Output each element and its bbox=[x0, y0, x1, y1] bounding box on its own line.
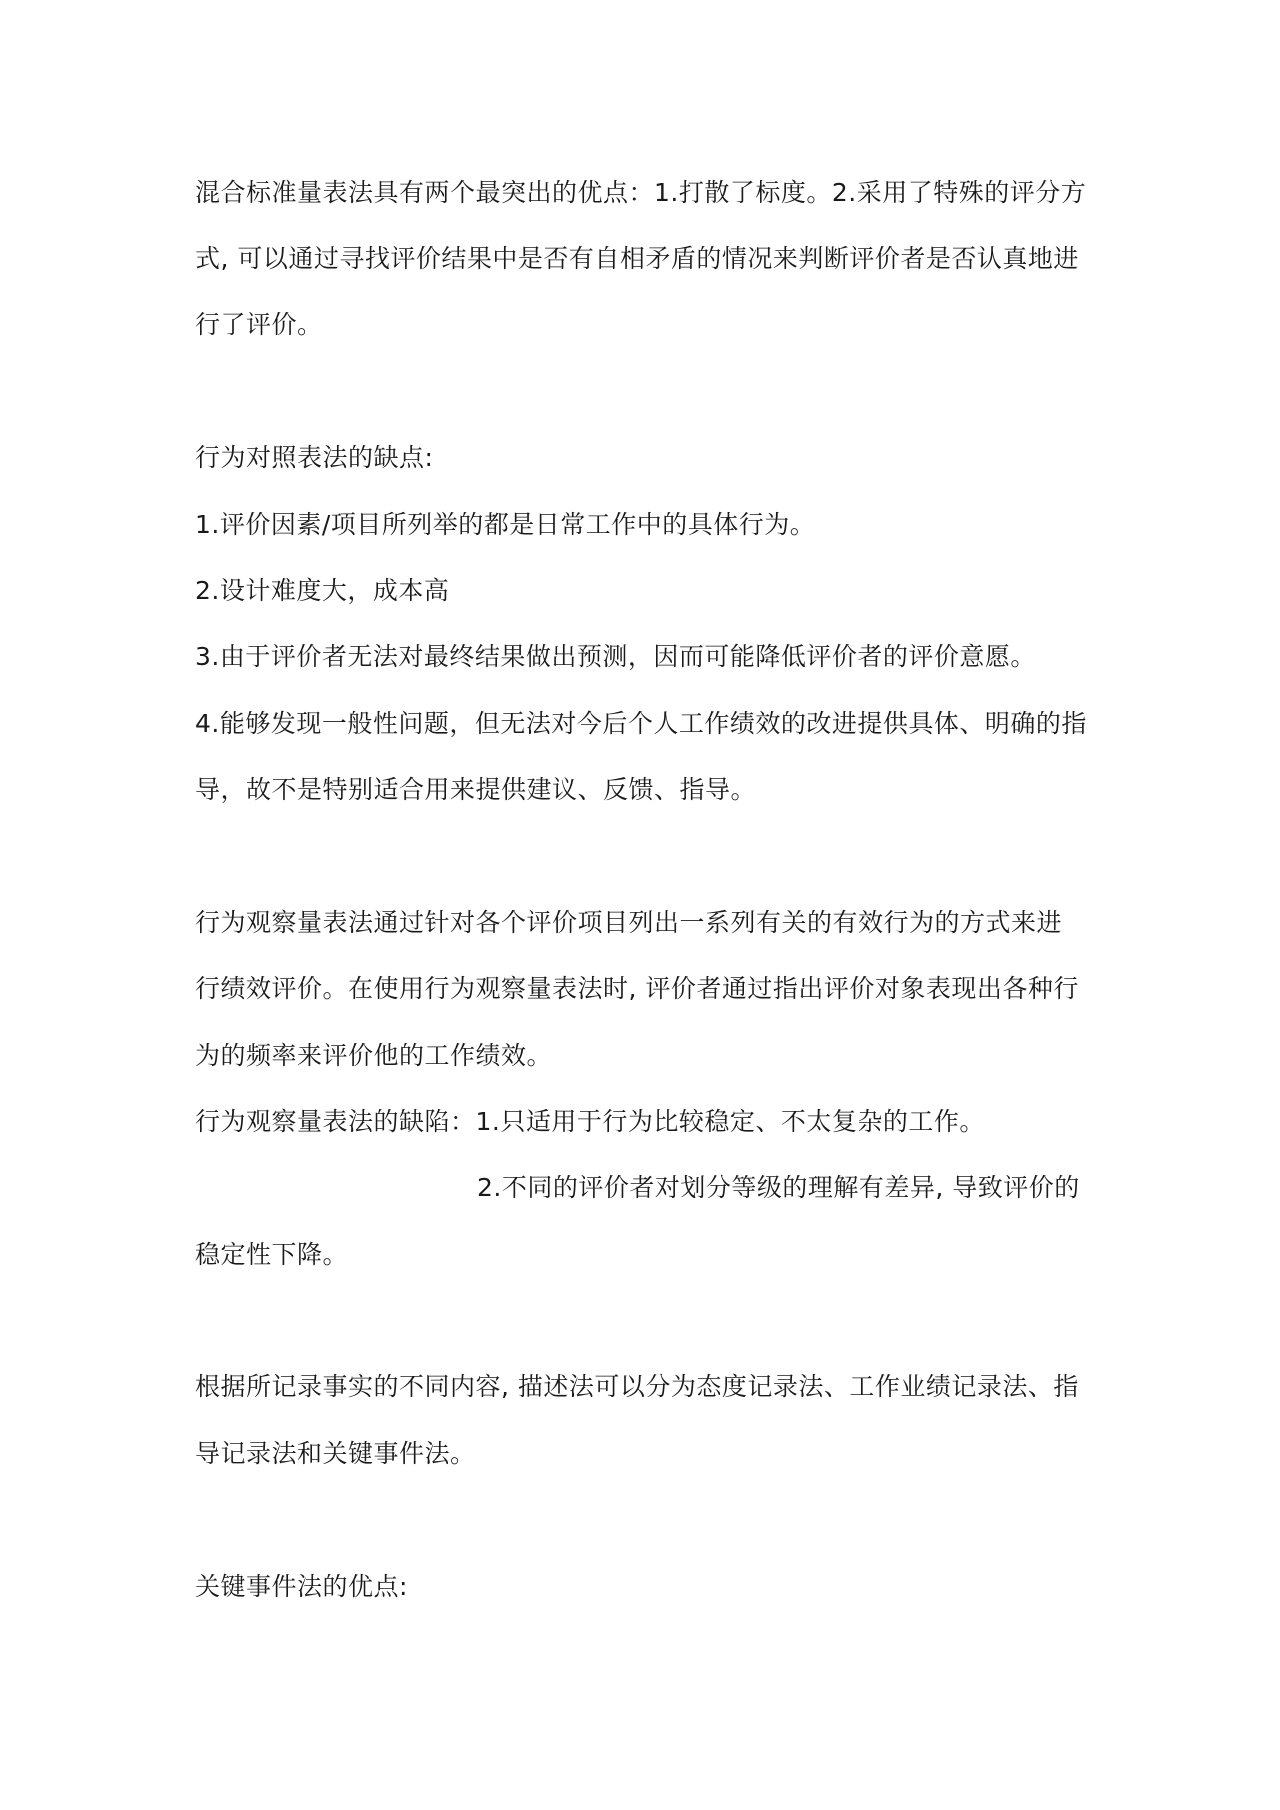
text-line: 行绩效评价。在使用行为观察量表法时, 评价者通过指出评价对象表现出各种行 bbox=[195, 974, 1079, 1003]
list-item: 4.能够发现一般性问题，但无法对今后个人工作绩效的改进提供具体、明确的指 bbox=[195, 709, 1087, 738]
list-item: 3.由于评价者无法对最终结果做出预测，因而可能降低评价者的评价意愿。 bbox=[195, 642, 1036, 671]
text-line: 根据所记录事实的不同内容, 描述法可以分为态度记录法、工作业绩记录法、指 bbox=[195, 1372, 1079, 1401]
text-line: 稳定性下降。 bbox=[195, 1240, 349, 1269]
text-line: 行为观察量表法的缺陷：1.只适用于行为比较稳定、不太复杂的工作。 bbox=[195, 1107, 985, 1136]
section-heading: 关键事件法的优点: bbox=[195, 1572, 408, 1601]
text-line: 导记录法和关键事件法。 bbox=[195, 1439, 476, 1468]
list-item: 1.评价因素/项目所列举的都是日常工作中的具体行为。 bbox=[195, 510, 816, 539]
text-line: 混合标准量表法具有两个最突出的优点：1.打散了标度。2.采用了特殊的评分方 bbox=[195, 178, 1087, 207]
text-line: 式, 可以通过寻找评价结果中是否有自相矛盾的情况来判断评价者是否认真地进 bbox=[195, 244, 1079, 273]
list-item-continuation: 导，故不是特别适合用来提供建议、反馈、指导。 bbox=[195, 775, 757, 804]
text-line: 为的频率来评价他的工作绩效。 bbox=[195, 1041, 553, 1070]
list-item: 2.设计难度大，成本高 bbox=[195, 576, 450, 605]
section-heading: 行为对照表法的缺点: bbox=[195, 443, 434, 472]
text-line: 行为观察量表法通过针对各个评价项目列出一系列有关的有效行为的方式来进 bbox=[195, 908, 1063, 937]
text-line: 行了评价。 bbox=[195, 310, 323, 339]
text-line-indented: 2.不同的评价者对划分等级的理解有差异, 导致评价的 bbox=[477, 1173, 1080, 1202]
